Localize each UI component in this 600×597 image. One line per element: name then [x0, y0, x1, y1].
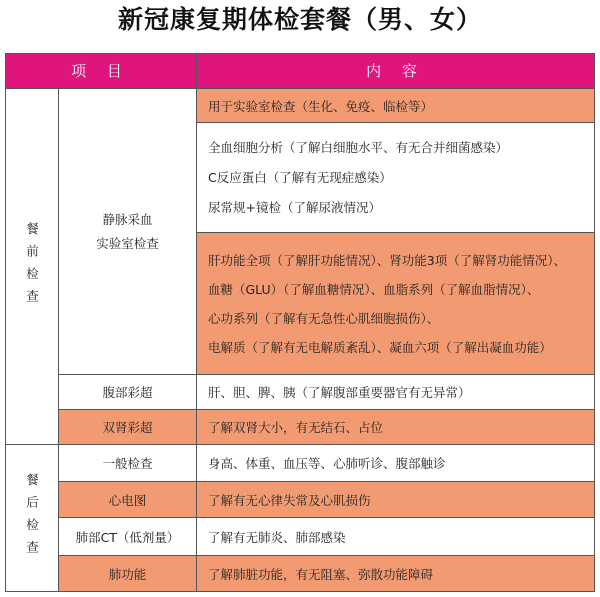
abdominal-ultrasound-item: 腹部彩超 [59, 375, 197, 410]
venous-blood-line: 静脉采血 [102, 211, 153, 227]
kidney-ultrasound-content: 了解双肾大小，有无结石、占位 [197, 410, 595, 445]
content-line: 血糖（GLU）（了解血糖情况）、血脂系列（了解血脂情况）、 [208, 281, 540, 297]
blood-row-basic [197, 123, 595, 233]
lab-check-line: 实验室检查 [96, 235, 159, 251]
content-line: 全血细胞分析（了解白细胞水平、有无合并细菌感染） [208, 139, 509, 155]
post-meal-label-text: 餐后检查 [24, 473, 40, 563]
content-line: 心功系列（了解有无急性心肌细胞损伤）、 [208, 310, 440, 326]
ecg-item: 心电图 [59, 482, 197, 518]
blood-row-lab [197, 89, 595, 123]
post-meal-label [5, 445, 59, 592]
abdominal-ultrasound-content: 肝、胆、脾、胰（了解腹部重要器官有无异常） [197, 375, 595, 410]
content-line: 尿常规+镜检（了解尿液情况） [208, 199, 381, 215]
content-line: 肝功能全项（了解肝功能情况）、肾功能3项（了解肾功能情况）、 [208, 252, 566, 268]
header-item: 项 目 [5, 53, 197, 89]
content-line: C反应蛋白（了解有无现症感染） [208, 169, 392, 185]
content-line: 电解质（了解有无电解质紊乱）、凝血六项（了解出凝血功能） [208, 339, 552, 355]
lung-ct-content: 了解有无肺炎、肺部感染 [197, 518, 595, 556]
header-content: 内 容 [197, 53, 595, 89]
content-line: 用于实验室检查（生化、免疫、临检等） [208, 98, 434, 114]
ecg-content: 了解有无心律失常及心肌损伤 [197, 482, 595, 518]
blood-row-biochem [197, 233, 595, 375]
venous-blood-item [59, 89, 197, 375]
lung-function-content: 了解肺脏功能，有无阻塞、弥散功能障碍 [197, 556, 595, 592]
page-title: 新冠康复期体检套餐（男、女） [117, 5, 482, 34]
lung-ct-item: 肺部CT（低剂量） [59, 518, 197, 556]
pre-meal-label-text: 餐前检查 [24, 221, 40, 312]
lung-function-item: 肺功能 [59, 556, 197, 592]
checkup-table [5, 53, 595, 592]
pre-meal-label [5, 89, 59, 445]
general-exam-content: 身高、体重、血压等、心肺听诊、腹部触诊 [197, 445, 595, 482]
kidney-ultrasound-item: 双肾彩超 [59, 410, 197, 445]
general-exam-item: 一般检查 [59, 445, 197, 482]
